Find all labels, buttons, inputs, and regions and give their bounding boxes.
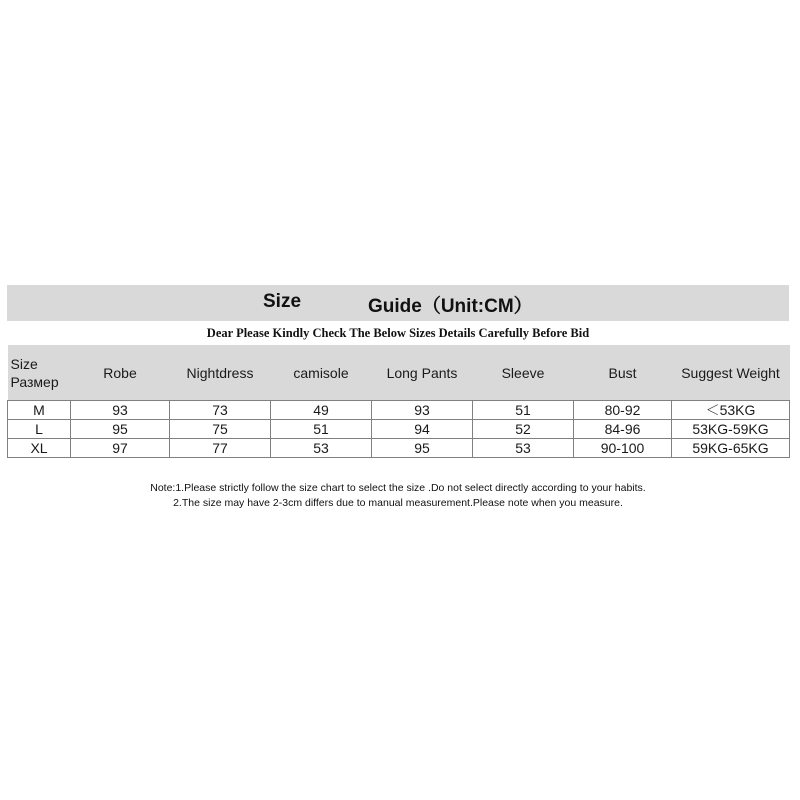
header-sleeve: Sleeve (473, 345, 574, 401)
cell-robe: 95 (71, 420, 170, 439)
cell-sleeve: 53 (473, 439, 574, 458)
table-header-row (8, 345, 790, 401)
header-size-line2: Размер (10, 373, 59, 390)
cell-robe: 93 (71, 401, 170, 420)
cell-sleeve: 52 (473, 420, 574, 439)
note-line-1: Note:1.Please strictly follow the size chart to select the size .Do not select directly according to your habits. (150, 482, 646, 494)
header-size-line1: Size (10, 355, 38, 372)
cell-size: XL (8, 439, 71, 458)
cell-long-pants: 95 (372, 439, 473, 458)
header-long-pants: Long Pants (372, 345, 473, 401)
cell-suggest-weight: 59KG-65KG (672, 439, 790, 458)
subtitle-instruction: Dear Please Kindly Check The Below Sizes Details Carefully Before Bid (206, 326, 590, 340)
header-nightdress: Nightdress (170, 345, 271, 401)
cell-long-pants: 94 (372, 420, 473, 439)
cell-sleeve: 51 (473, 401, 574, 420)
size-chart-table (7, 345, 790, 458)
cell-size: L (8, 420, 71, 439)
cell-camisole: 49 (271, 401, 372, 420)
cell-suggest-weight: 53KG-59KG (672, 420, 790, 439)
table-row (8, 420, 790, 439)
cell-bust: 84-96 (574, 420, 672, 439)
cell-size: M (8, 401, 71, 420)
cell-nightdress: 77 (170, 439, 271, 458)
cell-camisole: 51 (271, 420, 372, 439)
header-suggest-weight: Suggest Weight (672, 345, 790, 401)
title-guide-unit: Guide（Unit:CM） (368, 296, 533, 317)
header-bust: Bust (574, 345, 672, 401)
note-line-2: 2.The size may have 2-3cm differs due to manual measurement.Please note when you measure. (173, 497, 623, 509)
table-row (8, 439, 790, 458)
title-size-word: Size (263, 291, 302, 312)
title-band (7, 285, 789, 321)
cell-long-pants: 93 (372, 401, 473, 420)
cell-bust: 80-92 (574, 401, 672, 420)
header-robe: Robe (71, 345, 170, 401)
table-row (8, 401, 790, 420)
notes-block (0, 481, 796, 511)
cell-nightdress: 73 (170, 401, 271, 420)
cell-bust: 90-100 (574, 439, 672, 458)
cell-robe: 97 (71, 439, 170, 458)
header-size (8, 345, 71, 401)
cell-camisole: 53 (271, 439, 372, 458)
header-camisole: camisole (271, 345, 372, 401)
cell-suggest-weight: ＜53KG (672, 401, 790, 420)
cell-nightdress: 75 (170, 420, 271, 439)
